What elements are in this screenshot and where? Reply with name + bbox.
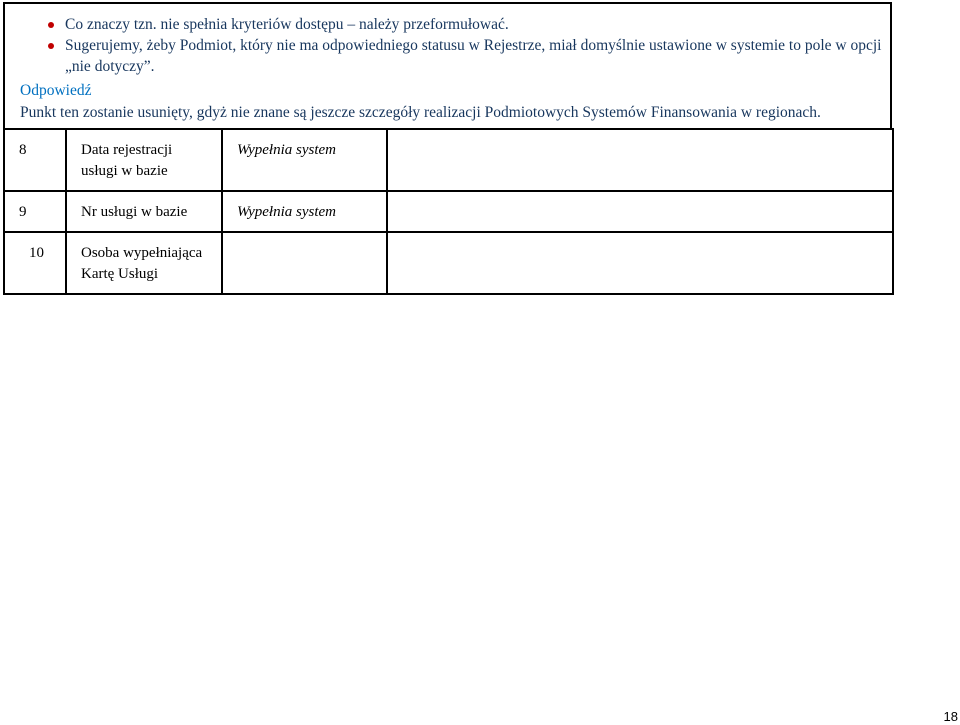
table-row — [4, 191, 893, 232]
row-number: 9 — [4, 191, 66, 232]
answer-label: Odpowiedź — [20, 82, 92, 99]
table-row — [4, 129, 893, 191]
comment-bullet-2 — [5, 35, 885, 77]
table-row — [4, 232, 893, 294]
row-number: 10 — [4, 232, 66, 294]
comment-bullet-text: Sugerujemy, żeby Podmiot, który nie ma odpowiedniego statusu w Rejestrze, miał domyślnie ustawione w systemie to pole w opcji „nie dotyczy”. — [65, 37, 882, 75]
comment-bullet-1 — [5, 14, 885, 35]
page-number: 18 — [943, 709, 958, 724]
comment-bullet-text: Co znaczy tzn. nie spełnia kryteriów dostępu – należy przeformułować. — [65, 16, 509, 33]
field-name: Nr usługi w bazie — [66, 191, 222, 232]
comment-bullets — [5, 14, 885, 77]
fill-method: Wypełnia system — [222, 129, 387, 191]
field-name: Data rejestracji usługi w bazie — [66, 129, 222, 191]
fill-method — [222, 232, 387, 294]
answer-text: Punkt ten zostanie usunięty, gdyż nie znane są jeszcze szczegóły realizacji Podmiotowych Systemów Finansowania w regionach. — [20, 104, 821, 121]
field-name: Osoba wypełniająca Kartę Usługi — [66, 232, 222, 294]
field-note — [387, 129, 893, 191]
row-number: 8 — [4, 129, 66, 191]
comment-box — [3, 2, 892, 128]
fill-method: Wypełnia system — [222, 191, 387, 232]
field-note — [387, 191, 893, 232]
fields-table — [3, 128, 894, 295]
field-note — [387, 232, 893, 294]
